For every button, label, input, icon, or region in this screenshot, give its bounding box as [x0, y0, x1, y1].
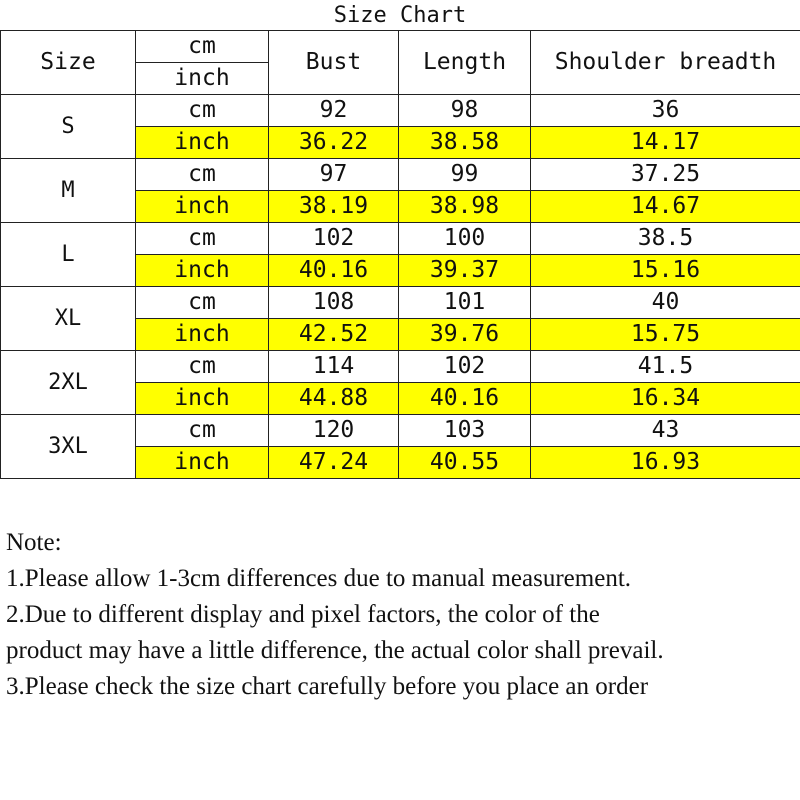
unit-cell: cm — [136, 223, 269, 255]
size-label: S — [1, 95, 136, 159]
header-shoulder-breadth: Shoulder breadth — [531, 31, 800, 95]
unit-cell: cm — [136, 159, 269, 191]
bust-value: 102 — [269, 223, 399, 255]
unit-cell: cm — [136, 287, 269, 319]
chart-title: Size Chart — [333, 3, 467, 28]
length-value: 98 — [399, 95, 531, 127]
shoulder-value: 43 — [531, 415, 800, 447]
note-line: 3.Please check the size chart carefully before you place an order — [6, 673, 649, 700]
shoulder-value: 15.75 — [531, 319, 800, 351]
header-unit-inch: inch — [136, 63, 269, 95]
length-value: 101 — [399, 287, 531, 319]
shoulder-value: 41.5 — [531, 351, 800, 383]
header-size: Size — [1, 31, 136, 95]
size-row-xl-cm — [1, 287, 800, 319]
header-unit-cm: cm — [136, 31, 269, 63]
size-row-3xl-cm — [1, 415, 800, 447]
bust-value: 36.22 — [269, 127, 399, 159]
bust-value: 120 — [269, 415, 399, 447]
bust-value: 40.16 — [269, 255, 399, 287]
length-value: 40.16 — [399, 383, 531, 415]
shoulder-value: 14.67 — [531, 191, 800, 223]
size-chart-table — [0, 30, 800, 479]
note-line: 2.Due to different display and pixel factors, the color of the — [6, 601, 600, 628]
notes-heading: Note: — [6, 529, 62, 556]
shoulder-value: 36 — [531, 95, 800, 127]
bust-value: 47.24 — [269, 447, 399, 479]
unit-cell: inch — [136, 127, 269, 159]
length-value: 102 — [399, 351, 531, 383]
size-label: M — [1, 159, 136, 223]
length-value: 100 — [399, 223, 531, 255]
note-line: product may have a little difference, the actual color shall prevail. — [6, 637, 664, 664]
shoulder-value: 37.25 — [531, 159, 800, 191]
bust-value: 42.52 — [269, 319, 399, 351]
unit-cell: inch — [136, 319, 269, 351]
shoulder-value: 16.93 — [531, 447, 800, 479]
size-row-2xl-cm — [1, 351, 800, 383]
length-value: 40.55 — [399, 447, 531, 479]
size-label: XL — [1, 287, 136, 351]
shoulder-value: 15.16 — [531, 255, 800, 287]
length-value: 39.37 — [399, 255, 531, 287]
notes-section — [6, 525, 796, 705]
size-label: 3XL — [1, 415, 136, 479]
shoulder-value: 40 — [531, 287, 800, 319]
bust-value: 92 — [269, 95, 399, 127]
bust-value: 97 — [269, 159, 399, 191]
unit-cell: inch — [136, 447, 269, 479]
unit-cell: inch — [136, 383, 269, 415]
shoulder-value: 38.5 — [531, 223, 800, 255]
shoulder-value: 16.34 — [531, 383, 800, 415]
bust-value: 114 — [269, 351, 399, 383]
size-row-m-cm — [1, 159, 800, 191]
size-row-s-cm — [1, 95, 800, 127]
header-bust: Bust — [269, 31, 399, 95]
bust-value: 38.19 — [269, 191, 399, 223]
size-label: L — [1, 223, 136, 287]
unit-cell: cm — [136, 351, 269, 383]
bust-value: 44.88 — [269, 383, 399, 415]
length-value: 103 — [399, 415, 531, 447]
length-value: 38.98 — [399, 191, 531, 223]
length-value: 39.76 — [399, 319, 531, 351]
note-line: 1.Please allow 1-3cm differences due to manual measurement. — [6, 565, 632, 592]
size-row-l-cm — [1, 223, 800, 255]
unit-cell: inch — [136, 191, 269, 223]
header-length: Length — [399, 31, 531, 95]
unit-cell: cm — [136, 95, 269, 127]
size-label: 2XL — [1, 351, 136, 415]
header-row-cm — [1, 31, 800, 63]
bust-value: 108 — [269, 287, 399, 319]
length-value: 38.58 — [399, 127, 531, 159]
length-value: 99 — [399, 159, 531, 191]
unit-cell: inch — [136, 255, 269, 287]
shoulder-value: 14.17 — [531, 127, 800, 159]
unit-cell: cm — [136, 415, 269, 447]
